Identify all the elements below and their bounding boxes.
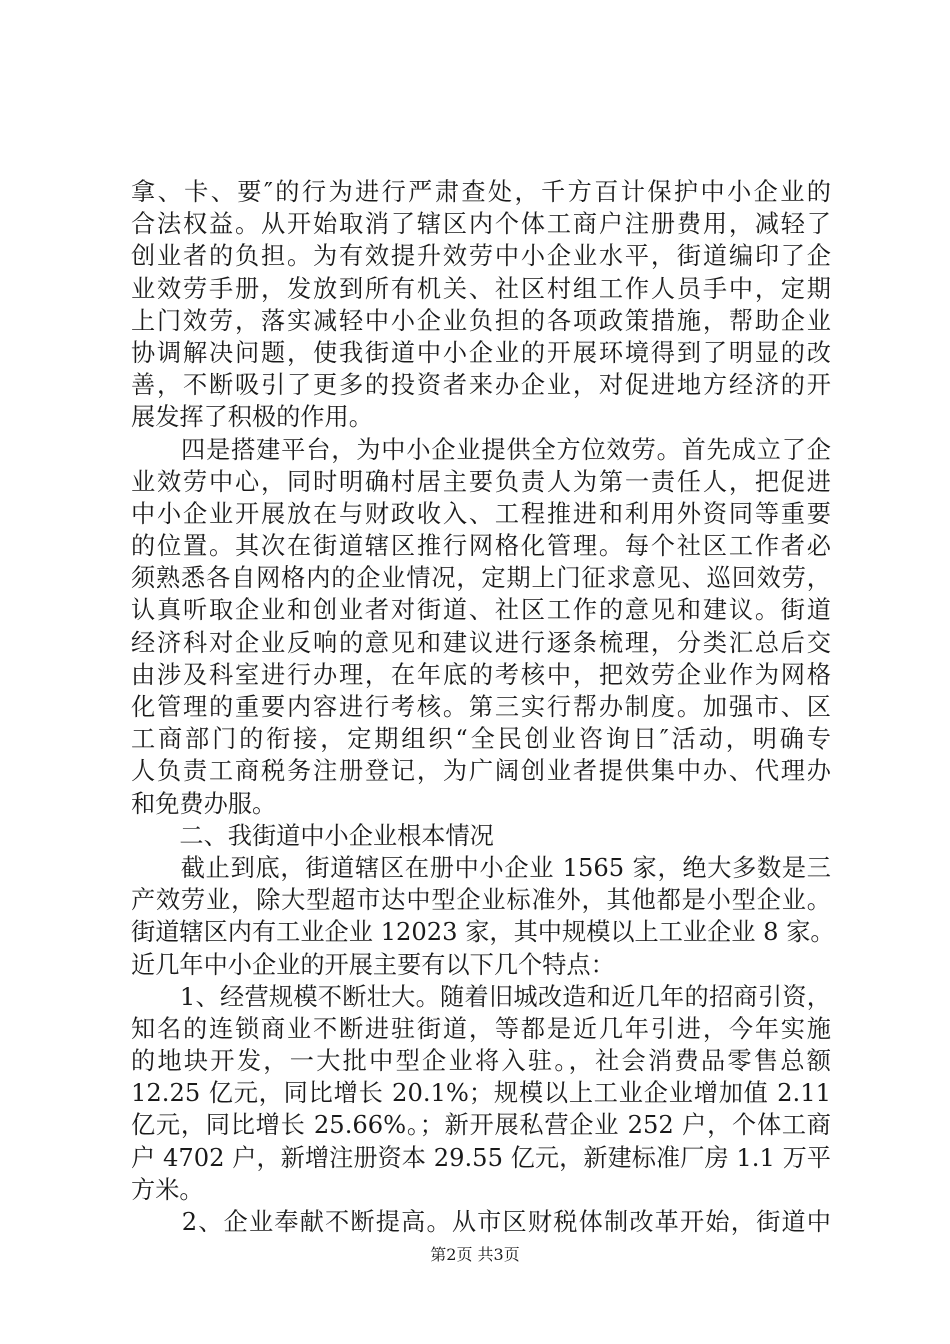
text-line: 亿元，同比增长 25.66%。；新开展私营企业 252 户，个体工商 <box>131 1111 831 1140</box>
text-line: 协调解决问题，使我街道中小企业的开展环境得到了明显的改 <box>131 338 831 367</box>
text-line: 善，不断吸引了更多的投资者来办企业，对促进地方经济的开 <box>131 371 831 400</box>
text-line: 街道辖区内有工业企业 12023 家，其中规模以上工业企业 8 家。 <box>131 918 835 947</box>
document-body <box>131 176 835 1238</box>
text-line: 的地块开发，一大批中型企业将入驻。，社会消费品零售总额 <box>131 1047 831 1076</box>
text-line: 业效劳中心，同时明确村居主要负责人为第一责任人，把促进 <box>131 467 831 496</box>
text-line: 工商部门的衔接，定期组织“全民创业咨询日″活动，明确专 <box>131 725 831 754</box>
text-line: 上门效劳，落实减轻中小企业负担的各项政策措施，帮助企业 <box>131 306 831 335</box>
text-line: 由涉及科室进行办理，在年底的考核中，把效劳企业作为网格 <box>131 660 831 689</box>
page-footer <box>0 1245 950 1265</box>
text-line: 经济科对企业反响的意见和建议进行逐条梳理，分类汇总后交 <box>131 628 831 657</box>
text-line: 拿、卡、要″的行为进行严肃查处，千方百计保护中小企业的 <box>131 178 831 206</box>
text-line: 方米。 <box>131 1175 204 1204</box>
text-line: 化管理的重要内容进行考核。第三实行帮办制度。加强市、区 <box>131 693 831 721</box>
text-line: 产效劳业，除大型超市达中型企业标准外，其他都是小型企业。 <box>131 886 831 915</box>
text-line: 知名的连锁商业不断进驻街道，等都是近几年引进，今年实施 <box>131 1014 831 1043</box>
text-line: 须熟悉各自网格内的企业情况，定期上门征求意见、巡回效劳， <box>131 564 831 593</box>
text-line: 创业者的负担。为有效提升效劳中小企业水平，街道编印了企 <box>131 242 831 271</box>
text-line: 12.25 亿元，同比增长 20.1%；规模以上工业企业增加值 2.11 <box>131 1079 831 1108</box>
text-line: 和免费办服。 <box>131 789 277 818</box>
text-line: 四是搭建平台，为中小企业提供全方位效劳。首先成立了企 <box>131 435 831 464</box>
text-line: 1、经营规模不断壮大。随着旧城改造和近几年的招商引资， <box>131 982 831 1011</box>
text-line: 认真听取企业和创业者对街道、社区工作的意见和建议。街道 <box>131 596 831 625</box>
text-line: 户 4702 户，新增注册资本 29.55 亿元，新建标准厂房 1.1 万平 <box>131 1143 831 1172</box>
text-line: 合法权益。从开始取消了辖区内个体工商户注册费用，减轻了 <box>131 210 831 239</box>
text-line: 二、我街道中小企业根本情况 <box>131 821 494 850</box>
page-number: 第2页 共3页 <box>430 1245 520 1264</box>
text-line: 近几年中小企业的开展主要有以下几个特点： <box>131 950 615 979</box>
text-line: 截止到底，街道辖区在册中小企业 1565 家，绝大多数是三 <box>131 853 831 882</box>
text-line: 人负责工商税务注册登记，为广阔创业者提供集中办、代理办 <box>131 757 831 786</box>
text-line: 展发挥了积极的作用。 <box>131 403 373 432</box>
text-line: 2、企业奉献不断提高。从市区财税体制改革开始，街道中 <box>131 1208 831 1236</box>
text-line: 的位置。其次在街道辖区推行网格化管理。每个社区工作者必 <box>131 532 831 561</box>
text-line: 业效劳手册，发放到所有机关、社区村组工作人员手中，定期 <box>131 274 831 303</box>
text-line: 中小企业开展放在与财政收入、工程推进和利用外资同等重要 <box>131 499 831 528</box>
